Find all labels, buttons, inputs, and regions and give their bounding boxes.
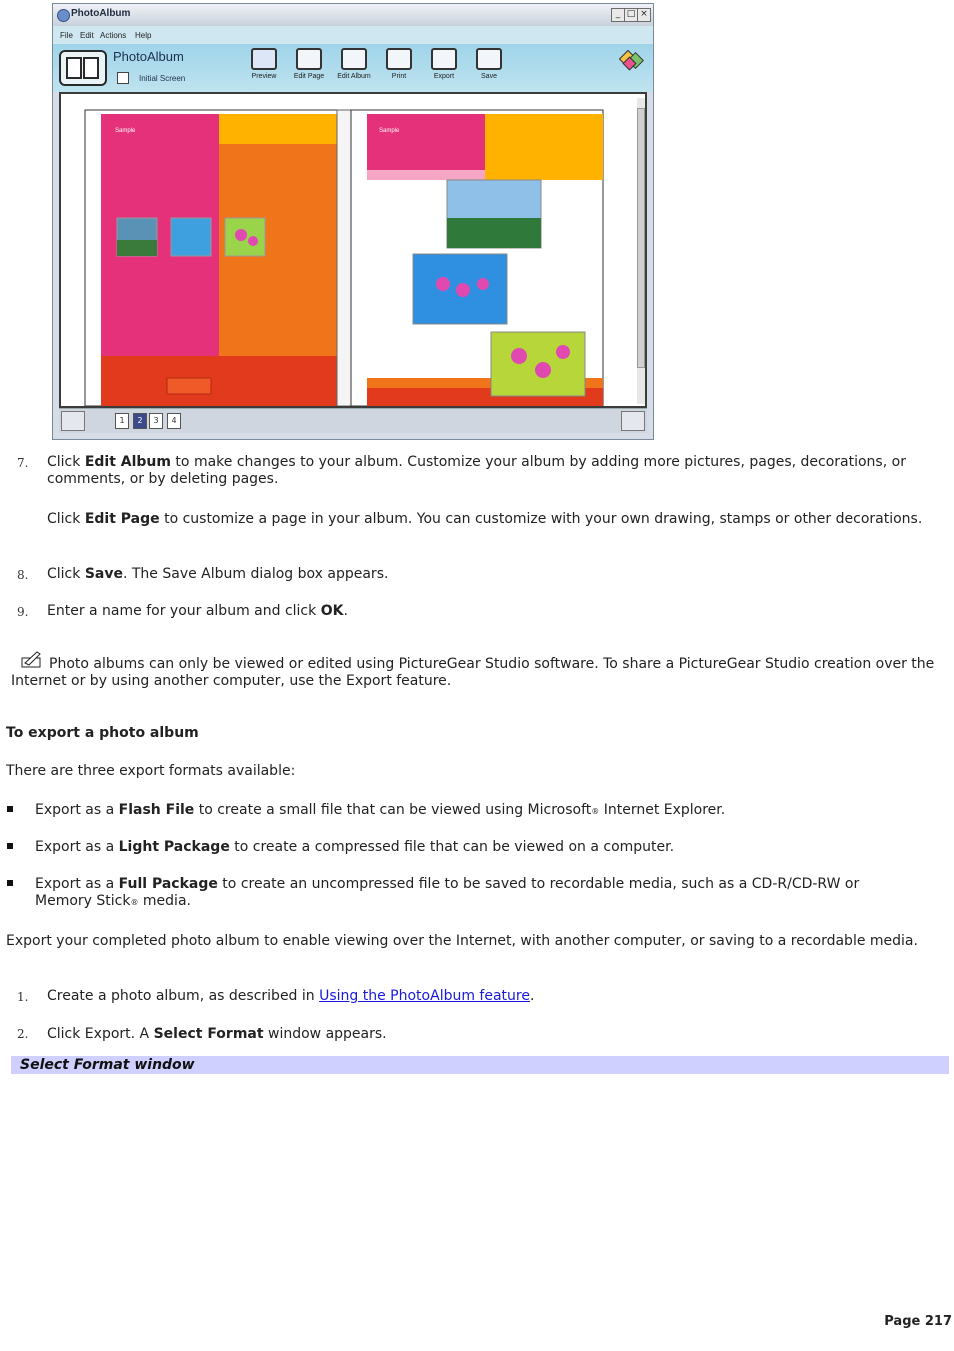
app-title: PhotoAlbum (113, 49, 184, 64)
page-button-4[interactable]: 4 (167, 413, 181, 429)
preview-icon (251, 48, 277, 70)
page-button-3[interactable]: 3 (149, 413, 163, 429)
export-paragraph: Export your completed photo album to enable viewing over the Internet, with another computer, or saving to a recordable media. (6, 933, 918, 949)
bullet-full-package: Export as a Full Package to create an uncompressed file to be saved to recordable media, such as a CD-R/CD-RW or Memory Stick® media. (35, 876, 860, 909)
step-number: 9. (17, 605, 29, 619)
step-number: 7. (17, 456, 29, 470)
step-8-text: Click Save. The Save Album dialog box appears. (47, 566, 389, 582)
photoalbum-screenshot (52, 3, 654, 440)
edit-album-button[interactable]: Edit Album (334, 48, 374, 90)
bullet-icon (7, 843, 13, 849)
menu-bar (53, 26, 653, 44)
save-icon (476, 48, 502, 70)
photoalbum-logo-icon (59, 50, 107, 86)
back-icon[interactable] (61, 411, 85, 431)
app-icon (57, 9, 70, 22)
note-text: Photo albums can only be viewed or edited using PictureGear Studio software. To share a PictureGear Studio creation over the Internet or by using another computer, use the Export feature. (11, 656, 935, 689)
album-view (59, 92, 647, 408)
step-2-text: Click Export. A Select Format window appears. (47, 1026, 387, 1042)
maximize-icon[interactable]: □ (624, 8, 638, 22)
right-page-label: Sample (379, 128, 400, 134)
edit-page-button[interactable]: Edit Page (289, 48, 329, 90)
bullet-icon (7, 806, 13, 812)
screen-icon (117, 72, 129, 84)
print-icon (386, 48, 412, 70)
preview-button[interactable]: Preview (244, 48, 284, 90)
minimize-icon[interactable]: _ (611, 8, 625, 22)
toolbar (53, 44, 653, 92)
edit-page-icon (296, 48, 322, 70)
close-icon[interactable]: × (637, 8, 651, 22)
window-title: PhotoAlbum (71, 8, 131, 19)
bullet-flash-file: Export as a Flash File to create a small file that can be viewed using Microsoft® Internet Explorer. (35, 802, 726, 818)
page-button-1[interactable]: 1 (115, 413, 129, 429)
screen-label: Initial Screen (139, 74, 186, 83)
page-button-2[interactable]: 2 (133, 413, 147, 429)
left-page-label: Sample (115, 128, 136, 134)
step-number: 1. (17, 990, 29, 1004)
step-number: 8. (17, 568, 29, 582)
menu-help[interactable]: Help (135, 31, 152, 40)
export-button[interactable]: Export (424, 48, 464, 90)
section-heading: To export a photo album (6, 725, 199, 741)
title-bar (53, 4, 653, 26)
scrollbar-thumb[interactable] (637, 108, 645, 368)
step-1-text: Create a photo album, as described in Using the PhotoAlbum feature. (47, 988, 535, 1004)
page-number: Page 217 (884, 1314, 952, 1329)
step-7-text: Click Edit Album to make changes to your album. Customize your album by adding more pictures, pages, decorations, or comments, or by deleting pages. (47, 454, 906, 487)
step-9-text: Enter a name for your album and click OK. (47, 603, 348, 619)
print-button[interactable]: Print (379, 48, 419, 90)
gem-icon[interactable] (619, 48, 645, 72)
photoalbum-feature-link[interactable]: Using the PhotoAlbum feature (319, 988, 530, 1004)
select-format-banner: Select Format window (11, 1056, 949, 1074)
menu-edit[interactable]: Edit (80, 31, 94, 40)
bullet-icon (7, 880, 13, 886)
save-button[interactable]: Save (469, 48, 509, 90)
page-navigation-bar (59, 408, 647, 433)
album-spread (63, 94, 635, 406)
step-7-extra-text: Click Edit Page to customize a page in your album. You can customize with your own drawing, stamps or other decorations. (47, 511, 923, 527)
menu-actions[interactable]: Actions (100, 31, 127, 40)
forward-icon[interactable] (621, 411, 645, 431)
intro-text: There are three export formats available: (6, 763, 296, 779)
export-icon (431, 48, 457, 70)
step-number: 2. (17, 1027, 29, 1041)
bullet-light-package: Export as a Light Package to create a compressed file that can be viewed on a computer. (35, 839, 675, 855)
menu-file[interactable]: File (60, 31, 73, 40)
edit-album-icon (341, 48, 367, 70)
